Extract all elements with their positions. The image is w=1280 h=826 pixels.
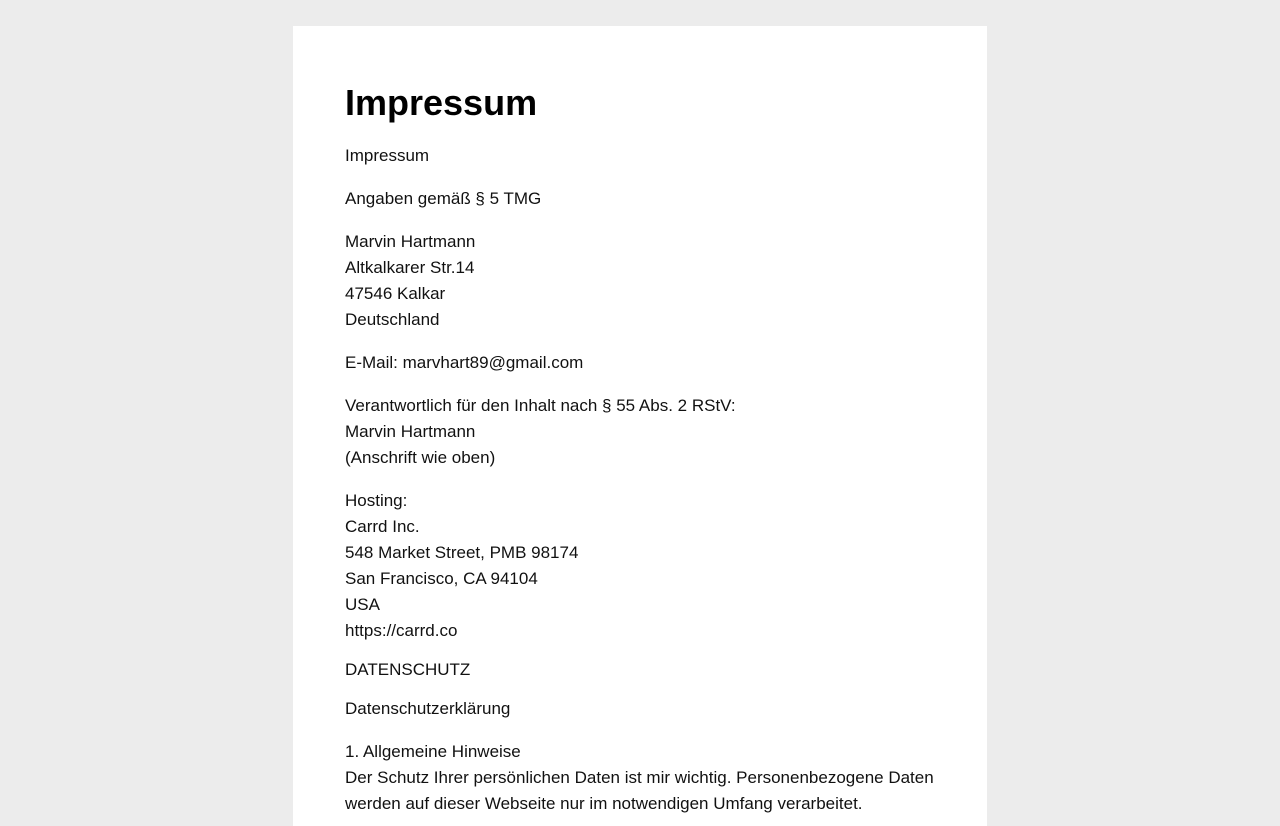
document-page [293,26,987,826]
impressum-label: Impressum [345,146,430,165]
responsible-heading: Verantwortlich für den Inhalt nach § 55 Abs. 2 RStV: [345,396,736,415]
responsible-block [345,393,935,471]
section1-text: Der Schutz Ihrer persönlichen Daten ist mir wichtig. Personenbezogene Daten werden auf dieser Webseite nur im notwendigen Umfang verarbeitet. [345,768,934,813]
hosting-block [345,488,935,644]
tmg-block [345,186,935,212]
privacy-heading-block [345,657,935,683]
section1-title: 1. Allgemeine Hinweise [345,742,521,761]
address-country: Deutschland [345,310,440,329]
responsible-address-note: (Anschrift wie oben) [345,448,496,467]
hosting-city: San Francisco, CA 94104 [345,569,538,588]
privacy-subheading-block [345,696,935,722]
privacy-heading: DATENSCHUTZ [345,660,471,679]
responsible-name: Marvin Hartmann [345,422,476,441]
hosting-heading: Hosting: [345,491,408,510]
page-title: Impressum [345,82,538,123]
hosting-company: Carrd Inc. [345,517,420,536]
address-name: Marvin Hartmann [345,232,476,251]
email-block [345,350,935,376]
hosting-url-link[interactable]: https://carrd.co [345,621,458,640]
privacy-subheading: Datenschutzerklärung [345,699,511,718]
email-line: E-Mail: marvhart89@gmail.com [345,353,584,372]
address-block [345,229,935,333]
hosting-country: USA [345,595,380,614]
tmg-statement: Angaben gemäß § 5 TMG [345,189,542,208]
section1-block [345,739,935,817]
address-street: Altkalkarer Str.14 [345,258,475,277]
impressum-label-block [345,143,935,169]
address-city: 47546 Kalkar [345,284,446,303]
hosting-street: 548 Market Street, PMB 98174 [345,543,579,562]
